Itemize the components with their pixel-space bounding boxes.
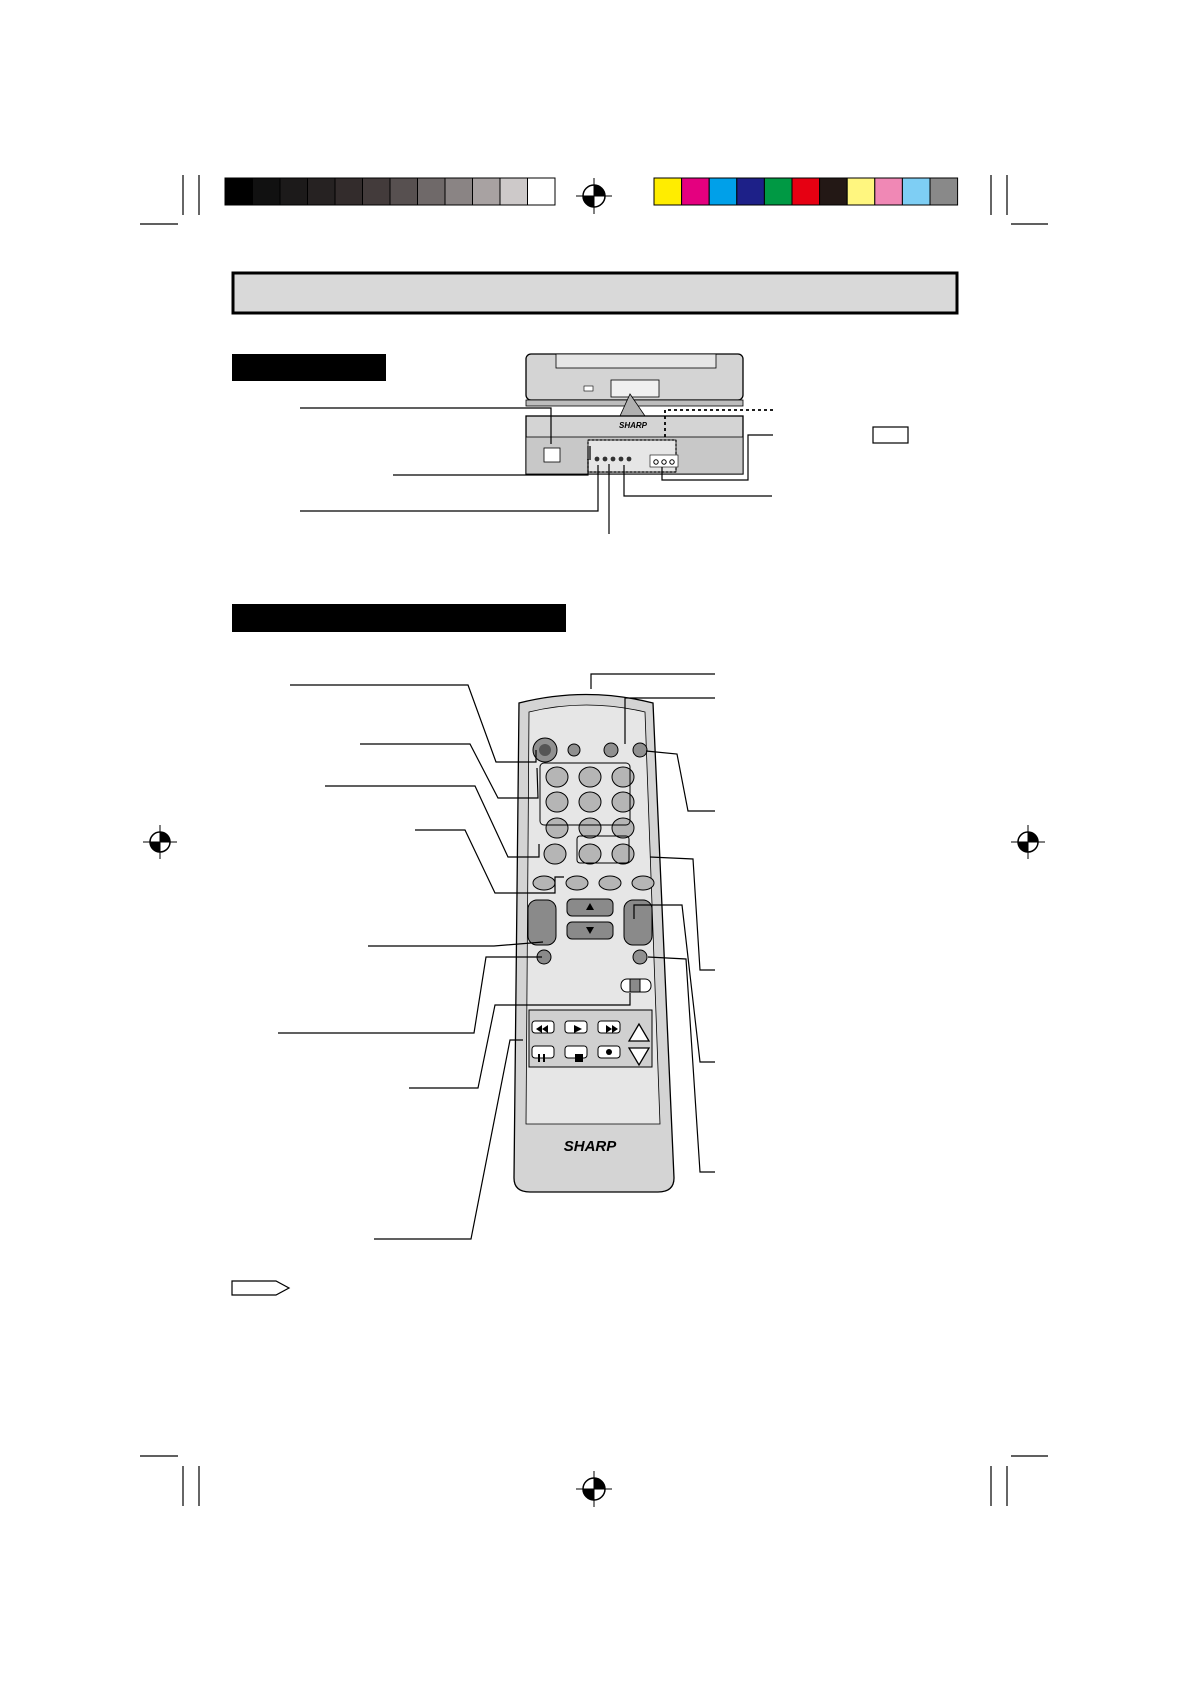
keypad-key <box>546 818 568 838</box>
crosshair-target-icon <box>576 1471 612 1507</box>
keypad-key <box>579 844 601 864</box>
crosshair-target-icon <box>576 178 612 214</box>
play-icon <box>565 1021 587 1033</box>
grayscale-swatch <box>280 178 308 205</box>
process-color-swatch <box>792 178 820 205</box>
crosshair-target-icon <box>1011 825 1045 859</box>
keypad-key <box>579 818 601 838</box>
tv-inline-label-box <box>873 427 908 443</box>
note-arrow-icon <box>232 1281 289 1295</box>
grayscale-swatch <box>335 178 363 205</box>
process-color-swatch <box>682 178 710 205</box>
remote-brand-logo: SHARP <box>563 1138 617 1155</box>
process-color-swatch <box>737 178 765 205</box>
header-band <box>233 273 957 313</box>
process-color-swatch <box>820 178 848 205</box>
record-icon <box>598 1046 620 1058</box>
keypad-key <box>579 792 601 812</box>
process-color-swatch <box>902 178 930 205</box>
process-color-swatch <box>654 178 682 205</box>
fast-forward-icon <box>598 1021 620 1033</box>
keypad-key <box>612 792 634 812</box>
process-color-swatch <box>764 178 792 205</box>
grayscale-swatch <box>390 178 418 205</box>
process-color-swatch <box>847 178 875 205</box>
grayscale-swatch <box>363 178 391 205</box>
keypad-key <box>612 844 634 864</box>
keypad-key <box>612 767 634 787</box>
grayscale-swatch <box>500 178 528 205</box>
grayscale-calibration-bar <box>225 178 555 205</box>
keypad-key <box>579 767 601 787</box>
crosshair-target-icon <box>143 825 177 859</box>
process-color-calibration-bar <box>654 178 958 205</box>
grayscale-swatch <box>253 178 281 205</box>
keypad-key <box>544 844 566 864</box>
keypad-key <box>546 767 568 787</box>
keypad-key <box>546 792 568 812</box>
grayscale-swatch <box>308 178 336 205</box>
process-color-swatch <box>709 178 737 205</box>
grayscale-swatch <box>473 178 501 205</box>
process-color-swatch <box>930 178 958 205</box>
front-section-heading <box>232 354 386 381</box>
grayscale-swatch <box>225 178 253 205</box>
process-color-swatch <box>875 178 903 205</box>
keypad-key <box>612 818 634 838</box>
grayscale-swatch <box>445 178 473 205</box>
rewind-icon <box>532 1021 554 1033</box>
remote-section-heading <box>232 604 566 632</box>
tv-front-illustration <box>526 354 743 474</box>
grayscale-swatch <box>528 178 556 205</box>
grayscale-swatch <box>418 178 446 205</box>
tv-brand-logo: SHARP <box>618 421 648 430</box>
